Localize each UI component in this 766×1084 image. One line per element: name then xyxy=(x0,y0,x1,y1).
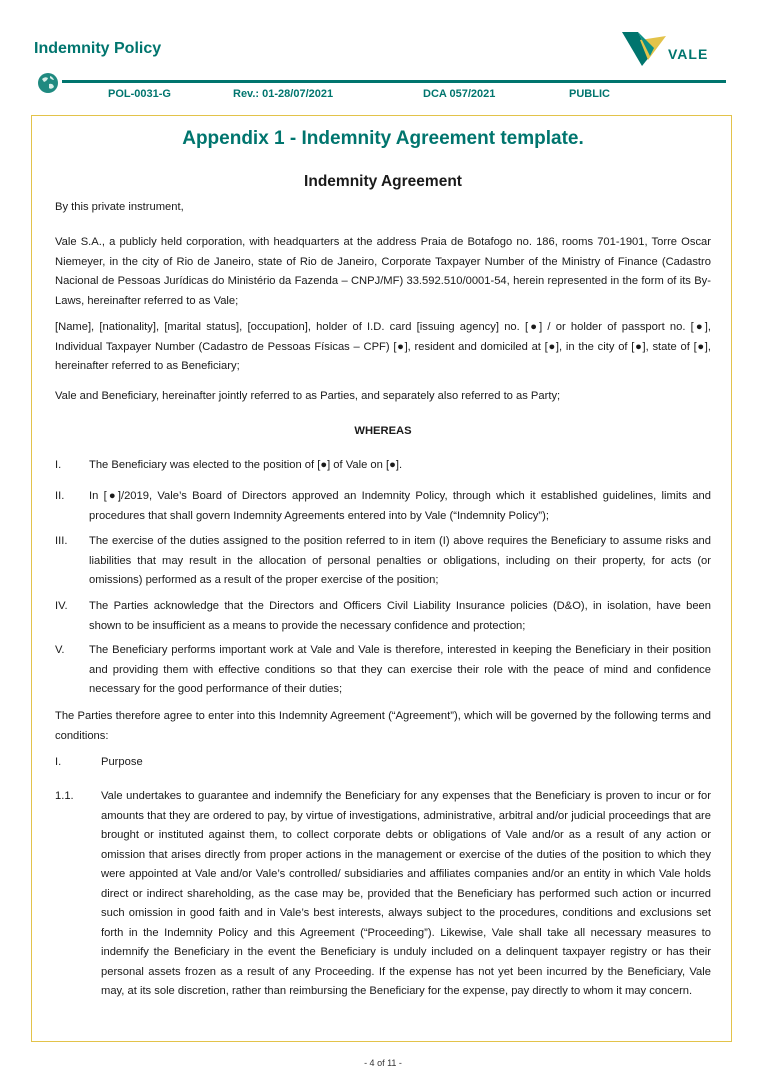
whereas-number: IV. xyxy=(55,600,68,612)
dca-label: DCA 057/2021 xyxy=(423,88,496,100)
agreement-paragraph: The Parties therefore agree to enter into this Indemnity Agreement (“Agreement”), which will be governed by the following terms and conditions: xyxy=(55,710,711,742)
whereas-number: V. xyxy=(55,644,65,656)
whereas-item: The exercise of the duties assigned to the position referred to in item (I) above requires the Beneficiary to assume risks and liabilities that may result in the allocation of personal penalties or obligations, including on their property, for acts (or omissions) performed as a result of the proper exercise of the position; xyxy=(89,535,711,586)
intro-paragraph: By this private instrument, xyxy=(55,201,184,213)
vale-paragraph: Vale S.A., a publicly held corporation, with headquarters at the address Praia de Botafogo no. 186, rooms 701-1901, Torre Oscar Niemeyer, in the city of Rio de Janeiro, state of Rio de Janeiro, Corporate Taxpayer Number of the Ministry of Finance (Cadastro Nacional de Pessoas Jurídicas do Ministério da Fazenda – CNPJ/MF) 33.592.510/0001-54, herein represented in the form of its By-Laws, hereinafter referred to as Vale; xyxy=(55,236,711,307)
parties-paragraph: Vale and Beneficiary, hereinafter jointly referred to as Parties, and separately also referred to as Party; xyxy=(55,390,561,402)
whereas-number: II. xyxy=(55,490,65,502)
section-number: I. xyxy=(55,756,62,768)
beneficiary-paragraph: [Name], [nationality], [marital status], [occupation], holder of I.D. card [issuing agency] no. [●] / or holder of passport no. [●], Individual Taxpayer Number (Cadastro de Pessoas Físicas – CPF) [●], resident and domiciled at [●], in the city of [●], state of [●], hereinafter referred to as Beneficiary; xyxy=(55,321,711,372)
whereas-heading: WHEREAS xyxy=(354,425,412,437)
clause-text: Vale undertakes to guarantee and indemnify the Beneficiary for any expenses that the Beneficiary is proven to incur or for amounts that they are ordered to pay, by virtue of investigations, administrative, arbitral and/or judicial proceedings that are brought or instituted against them, to collect corporate debts or obligations of Vale and/or as a result of any action or omission that arises directly from proper actions in the management or exercise of the duties of the position to which they were appointed at Vale and/or Vale’s controlled/ subsidiaries and affiliates companies and/or an entity in which Vale holds direct or indirect shareholding, as the case may be, provided that the Beneficiary has performed such action or incurred such omission in good faith and in Vale’s best interests, always subject to the procedures, conditions and exclusions set forth in the Indemnity Policy and this Agreement (“Proceeding”). Likewise, Vale shall take all necessary measures to indemnify the Beneficiary in the event the Beneficiary is unduly included on a delinquent taxpayer registry or has their personal assets frozen as a result of any Proceeding. If the expense has not yet been incurred by the Beneficiary, Vale may, at its sole discretion, rather than reimbursing the Beneficiary for the expense, pay directly to whom it may concern. xyxy=(101,790,711,997)
vale-logo-text: VALE xyxy=(668,46,709,62)
revision-label: Rev.: 01-28/07/2021 xyxy=(233,88,334,100)
whereas-item: The Parties acknowledge that the Directors and Officers Civil Liability Insurance policies (D&O), in isolation, have been shown to be insufficient as a means to provide the necessary confidence and protection; xyxy=(89,600,711,632)
page-number: - 4 of 11 - xyxy=(364,1058,402,1068)
header-rule xyxy=(62,80,726,83)
whereas-item: The Beneficiary was elected to the position of [●] of Vale on [●]. xyxy=(89,459,403,471)
section-title: Purpose xyxy=(101,756,143,768)
agreement-title: Indemnity Agreement xyxy=(304,173,462,190)
appendix-title: Appendix 1 - Indemnity Agreement template. xyxy=(182,128,584,149)
whereas-item: In [●]/2019, Vale’s Board of Directors approved an Indemnity Policy, through which it established guidelines, limits and procedures that shall govern Indemnity Agreements entered into by Vale (“Indemnity Policy”); xyxy=(89,490,711,522)
whereas-item: The Beneficiary performs important work at Vale and Vale is therefore, interested in keeping the Beneficiary in their position and providing them with effective conditions so that they can exercise their role with the peace of mind and confidence necessary for the good performance of their duties; xyxy=(89,644,711,695)
document-code: POL-0031-G xyxy=(108,88,171,100)
classification-label: PUBLIC xyxy=(569,88,610,100)
globe-icon xyxy=(37,72,59,94)
whereas-number: I. xyxy=(55,459,62,471)
whereas-number: III. xyxy=(55,535,68,547)
document-title: Indemnity Policy xyxy=(34,40,162,57)
clause-number: 1.1. xyxy=(55,790,74,802)
